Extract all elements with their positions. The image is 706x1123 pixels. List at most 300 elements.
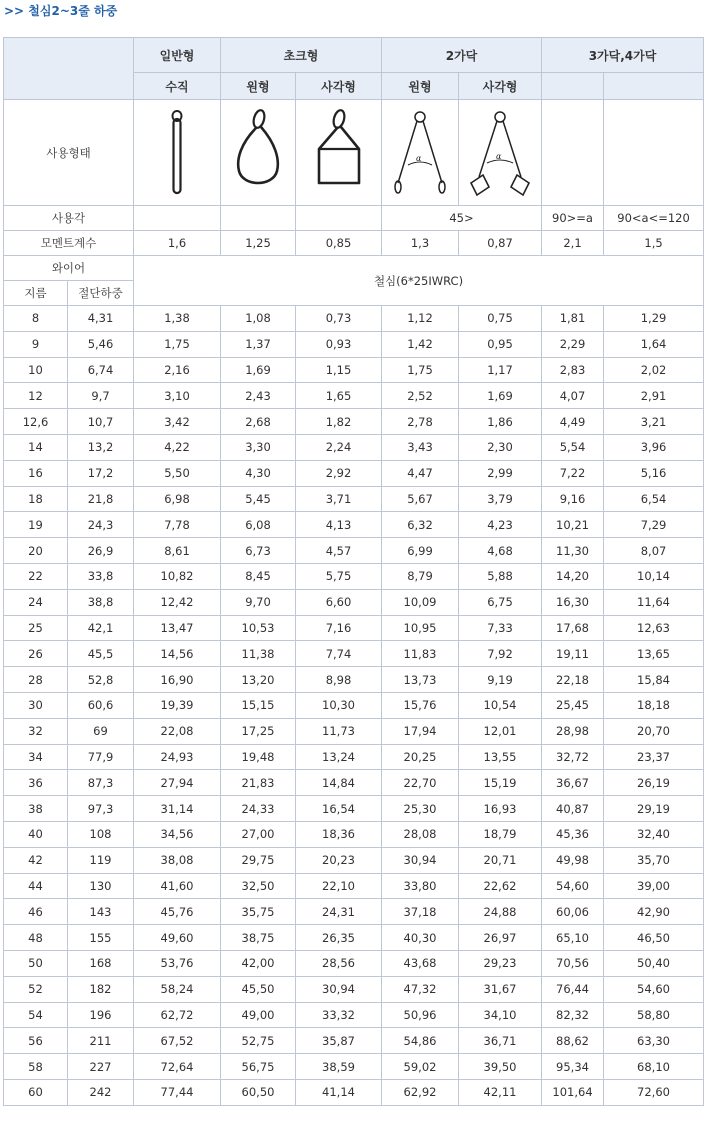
usage-form-label: 사용형태	[4, 100, 134, 206]
table-row	[4, 589, 704, 615]
table-row	[4, 1054, 704, 1080]
diameter-label: 지름	[4, 281, 68, 306]
three-leg-load-cell: 22,18	[542, 667, 604, 693]
four-leg-load-cell: 23,37	[604, 744, 704, 770]
choke-round-load-cell: 4,30	[221, 460, 296, 486]
choke-round-load-cell: 17,25	[221, 718, 296, 744]
table-row	[4, 434, 704, 460]
diameter-cell: 42	[4, 847, 68, 873]
four-leg-load-cell: 68,10	[604, 1054, 704, 1080]
two-leg-square-load-cell: 7,92	[459, 641, 542, 667]
breaking-load-cell: 21,8	[68, 486, 134, 512]
table-row	[4, 331, 704, 357]
table-row	[4, 486, 704, 512]
vertical-load-cell: 5,50	[134, 460, 221, 486]
diameter-cell: 16	[4, 460, 68, 486]
choke-square-load-cell: 4,13	[296, 512, 382, 538]
choke-round-load-cell: 24,33	[221, 796, 296, 822]
two-leg-square-load-cell: 9,19	[459, 667, 542, 693]
breaking-load-cell: 242	[68, 1079, 134, 1105]
four-leg-load-cell: 54,60	[604, 976, 704, 1002]
moment-coefficient-value: 1,5	[604, 231, 704, 256]
square-choke-sling-cell	[296, 100, 382, 206]
diameter-cell: 60	[4, 1079, 68, 1105]
table-row	[4, 744, 704, 770]
two-leg-round-load-cell: 5,67	[382, 486, 459, 512]
choke-square-load-cell: 6,60	[296, 589, 382, 615]
breaking-load-cell: 9,7	[68, 383, 134, 409]
breaking-load-cell: 4,31	[68, 306, 134, 332]
breaking-load-cell: 69	[68, 718, 134, 744]
moment-coefficient-value: 0,85	[296, 231, 382, 256]
breaking-load-cell: 196	[68, 1002, 134, 1028]
vertical-load-cell: 49,60	[134, 925, 221, 951]
choke-round-load-cell: 35,75	[221, 899, 296, 925]
choke-square-load-cell: 20,23	[296, 847, 382, 873]
vertical-load-cell: 62,72	[134, 1002, 221, 1028]
group-header-general: 일반형	[134, 38, 221, 73]
moment-coefficient-label: 모멘트계수	[4, 231, 134, 256]
three-leg-load-cell: 17,68	[542, 615, 604, 641]
breaking-load-cell: 60,6	[68, 692, 134, 718]
two-leg-square-load-cell: 26,97	[459, 925, 542, 951]
three-leg-load-cell: 95,34	[542, 1054, 604, 1080]
moment-coefficient-value: 1,25	[221, 231, 296, 256]
three-leg-load-cell: 16,30	[542, 589, 604, 615]
table-row	[4, 821, 704, 847]
table-row	[4, 873, 704, 899]
choke-square-load-cell: 1,15	[296, 357, 382, 383]
table-row	[4, 1079, 704, 1105]
vertical-load-cell: 7,78	[134, 512, 221, 538]
page-title: >> 철심2~3줄 하중	[4, 4, 118, 18]
two-leg-square-load-cell: 0,75	[459, 306, 542, 332]
diameter-cell: 12,6	[4, 409, 68, 435]
two-leg-round-load-cell: 1,42	[382, 331, 459, 357]
two-leg-round-sling-cell	[382, 100, 459, 206]
four-leg-load-cell: 42,90	[604, 899, 704, 925]
three-leg-load-cell: 7,22	[542, 460, 604, 486]
table-row	[4, 383, 704, 409]
vertical-load-cell: 72,64	[134, 1054, 221, 1080]
diameter-cell: 34	[4, 744, 68, 770]
two-leg-round-load-cell: 47,32	[382, 976, 459, 1002]
two-leg-round-load-cell: 22,70	[382, 770, 459, 796]
two-leg-square-load-cell: 24,88	[459, 899, 542, 925]
choke-round-load-cell: 45,50	[221, 976, 296, 1002]
choke-round-load-cell: 49,00	[221, 1002, 296, 1028]
three-leg-load-cell: 2,83	[542, 357, 604, 383]
three-leg-load-cell: 76,44	[542, 976, 604, 1002]
choke-square-load-cell: 2,24	[296, 434, 382, 460]
vertical-load-cell: 53,76	[134, 950, 221, 976]
choke-square-load-cell: 4,57	[296, 538, 382, 564]
choke-square-load-cell: 16,54	[296, 796, 382, 822]
table-row	[4, 899, 704, 925]
diameter-cell: 46	[4, 899, 68, 925]
moment-coefficient-value: 2,1	[542, 231, 604, 256]
four-leg-load-cell: 72,60	[604, 1079, 704, 1105]
breaking-load-cell: 182	[68, 976, 134, 1002]
table-row	[4, 563, 704, 589]
table-row	[4, 1028, 704, 1054]
vertical-load-cell: 67,52	[134, 1028, 221, 1054]
four-leg-load-cell: 12,63	[604, 615, 704, 641]
vertical-load-cell: 3,42	[134, 409, 221, 435]
three-leg-load-cell: 60,06	[542, 899, 604, 925]
breaking-load-cell: 211	[68, 1028, 134, 1054]
choke-round-load-cell: 9,70	[221, 589, 296, 615]
choke-square-load-cell: 3,71	[296, 486, 382, 512]
moment-coefficient-value: 0,87	[459, 231, 542, 256]
corner-header-cell	[4, 38, 134, 100]
choke-round-load-cell: 42,00	[221, 950, 296, 976]
choke-round-load-cell: 38,75	[221, 925, 296, 951]
vertical-load-cell: 22,08	[134, 718, 221, 744]
choke-round-load-cell: 5,45	[221, 486, 296, 512]
two-leg-round-load-cell: 37,18	[382, 899, 459, 925]
breaking-load-cell: 10,7	[68, 409, 134, 435]
two-leg-round-load-cell: 10,95	[382, 615, 459, 641]
two-leg-round-load-cell: 25,30	[382, 796, 459, 822]
choke-square-load-cell: 13,24	[296, 744, 382, 770]
vertical-load-cell: 16,90	[134, 667, 221, 693]
choke-round-load-cell: 15,15	[221, 692, 296, 718]
table-row	[4, 976, 704, 1002]
two-leg-round-load-cell: 10,09	[382, 589, 459, 615]
two-leg-round-load-cell: 50,96	[382, 1002, 459, 1028]
two-leg-square-load-cell: 5,88	[459, 563, 542, 589]
breaking-load-cell: 52,8	[68, 667, 134, 693]
four-leg-load-cell: 10,14	[604, 563, 704, 589]
two-leg-round-load-cell: 28,08	[382, 821, 459, 847]
choke-round-load-cell: 1,37	[221, 331, 296, 357]
two-leg-round-load-cell: 43,68	[382, 950, 459, 976]
two-leg-square-load-cell: 1,17	[459, 357, 542, 383]
vertical-load-cell: 41,60	[134, 873, 221, 899]
diameter-cell: 25	[4, 615, 68, 641]
two-leg-round-load-cell: 1,75	[382, 357, 459, 383]
two-leg-square-load-cell: 15,19	[459, 770, 542, 796]
choke-square-load-cell: 24,31	[296, 899, 382, 925]
vertical-load-cell: 45,76	[134, 899, 221, 925]
three-leg-load-cell: 32,72	[542, 744, 604, 770]
diameter-cell: 28	[4, 667, 68, 693]
four-leg-load-cell: 7,29	[604, 512, 704, 538]
three-leg-load-cell: 49,98	[542, 847, 604, 873]
two-leg-round-load-cell: 13,73	[382, 667, 459, 693]
table-row	[4, 306, 704, 332]
round-choke-sling-icon	[233, 107, 283, 199]
four-leg-load-cell: 58,80	[604, 1002, 704, 1028]
vertical-load-cell: 34,56	[134, 821, 221, 847]
four-leg-load-cell: 46,50	[604, 925, 704, 951]
four-leg-load-cell: 39,00	[604, 873, 704, 899]
four-leg-load-cell: 26,19	[604, 770, 704, 796]
choke-square-load-cell: 14,84	[296, 770, 382, 796]
four-leg-load-cell: 6,54	[604, 486, 704, 512]
choke-round-load-cell: 10,53	[221, 615, 296, 641]
choke-round-load-cell: 56,75	[221, 1054, 296, 1080]
choke-round-load-cell: 1,69	[221, 357, 296, 383]
four-leg-load-cell: 1,29	[604, 306, 704, 332]
breaking-load-cell: 130	[68, 873, 134, 899]
choke-square-load-cell: 8,98	[296, 667, 382, 693]
choke-square-load-cell: 7,74	[296, 641, 382, 667]
breaking-load-cell: 33,8	[68, 563, 134, 589]
two-leg-round-load-cell: 11,83	[382, 641, 459, 667]
vertical-load-cell: 8,61	[134, 538, 221, 564]
usage-angle-label: 사용각	[4, 206, 134, 231]
sub-header-empty	[542, 73, 604, 100]
table-row	[4, 357, 704, 383]
usage-angle-cell	[296, 206, 382, 231]
table-row	[4, 538, 704, 564]
breaking-load-cell: 6,74	[68, 357, 134, 383]
vertical-load-cell: 14,56	[134, 641, 221, 667]
vertical-load-cell: 24,93	[134, 744, 221, 770]
svg-text:α: α	[416, 153, 422, 163]
table-row	[4, 460, 704, 486]
three-leg-load-cell: 88,62	[542, 1028, 604, 1054]
sub-header-round: 원형	[221, 73, 296, 100]
four-leg-load-cell: 3,21	[604, 409, 704, 435]
choke-round-load-cell: 6,08	[221, 512, 296, 538]
two-leg-square-load-cell: 18,79	[459, 821, 542, 847]
three-leg-load-cell: 82,32	[542, 1002, 604, 1028]
two-leg-round-load-cell: 1,12	[382, 306, 459, 332]
empty-figure-cell	[604, 100, 704, 206]
two-leg-square-load-cell: 34,10	[459, 1002, 542, 1028]
diameter-cell: 20	[4, 538, 68, 564]
choke-round-load-cell: 6,73	[221, 538, 296, 564]
four-leg-load-cell: 2,02	[604, 357, 704, 383]
two-leg-square-load-cell: 12,01	[459, 718, 542, 744]
choke-square-load-cell: 26,35	[296, 925, 382, 951]
vertical-load-cell: 31,14	[134, 796, 221, 822]
diameter-cell: 18	[4, 486, 68, 512]
svg-text:α: α	[496, 151, 502, 161]
breaking-load-cell: 13,2	[68, 434, 134, 460]
table-row	[4, 615, 704, 641]
four-leg-load-cell: 3,96	[604, 434, 704, 460]
choke-square-load-cell: 0,73	[296, 306, 382, 332]
moment-coefficient-value: 1,6	[134, 231, 221, 256]
table-row	[4, 925, 704, 951]
diameter-cell: 58	[4, 1054, 68, 1080]
sub-header-empty	[604, 73, 704, 100]
choke-square-load-cell: 22,10	[296, 873, 382, 899]
three-leg-load-cell: 5,54	[542, 434, 604, 460]
vertical-sling-cell	[134, 100, 221, 206]
three-leg-load-cell: 14,20	[542, 563, 604, 589]
two-leg-round-load-cell: 62,92	[382, 1079, 459, 1105]
usage-angle-cell	[134, 206, 221, 231]
diameter-cell: 32	[4, 718, 68, 744]
choke-round-load-cell: 19,48	[221, 744, 296, 770]
vertical-load-cell: 19,39	[134, 692, 221, 718]
vertical-load-cell: 38,08	[134, 847, 221, 873]
square-choke-sling-icon	[313, 107, 365, 199]
three-leg-load-cell: 10,21	[542, 512, 604, 538]
diameter-cell: 9	[4, 331, 68, 357]
breaking-load-cell: 97,3	[68, 796, 134, 822]
vertical-load-cell: 1,38	[134, 306, 221, 332]
load-table	[3, 37, 704, 1106]
two-leg-square-load-cell: 7,33	[459, 615, 542, 641]
choke-round-load-cell: 29,75	[221, 847, 296, 873]
two-leg-round-load-cell: 54,86	[382, 1028, 459, 1054]
two-leg-square-load-cell: 4,23	[459, 512, 542, 538]
table-row	[4, 512, 704, 538]
two-leg-square-load-cell: 3,79	[459, 486, 542, 512]
choke-round-load-cell: 3,30	[221, 434, 296, 460]
four-leg-load-cell: 63,30	[604, 1028, 704, 1054]
two-leg-square-load-cell: 20,71	[459, 847, 542, 873]
vertical-load-cell: 4,22	[134, 434, 221, 460]
diameter-cell: 54	[4, 1002, 68, 1028]
choke-square-load-cell: 2,92	[296, 460, 382, 486]
breaking-load-cell: 155	[68, 925, 134, 951]
diameter-cell: 30	[4, 692, 68, 718]
four-leg-load-cell: 13,65	[604, 641, 704, 667]
diameter-cell: 22	[4, 563, 68, 589]
two-leg-round-load-cell: 15,76	[382, 692, 459, 718]
vertical-load-cell: 6,98	[134, 486, 221, 512]
sub-header-square: 사각형	[459, 73, 542, 100]
table-row	[4, 667, 704, 693]
three-leg-load-cell: 36,67	[542, 770, 604, 796]
breaking-load-cell: 45,5	[68, 641, 134, 667]
two-leg-square-load-cell: 2,30	[459, 434, 542, 460]
breaking-load-cell: 87,3	[68, 770, 134, 796]
breaking-load-cell: 108	[68, 821, 134, 847]
table-row	[4, 796, 704, 822]
diameter-cell: 19	[4, 512, 68, 538]
diameter-cell: 40	[4, 821, 68, 847]
round-choke-sling-cell	[221, 100, 296, 206]
breaking-load-cell: 77,9	[68, 744, 134, 770]
diameter-cell: 50	[4, 950, 68, 976]
choke-round-load-cell: 13,20	[221, 667, 296, 693]
diameter-cell: 26	[4, 641, 68, 667]
two-leg-square-load-cell: 22,62	[459, 873, 542, 899]
choke-square-load-cell: 28,56	[296, 950, 382, 976]
four-leg-load-cell: 18,18	[604, 692, 704, 718]
two-leg-square-sling-cell	[459, 100, 542, 206]
choke-square-load-cell: 1,82	[296, 409, 382, 435]
table-row	[4, 1002, 704, 1028]
vertical-load-cell: 10,82	[134, 563, 221, 589]
diameter-cell: 38	[4, 796, 68, 822]
vertical-load-cell: 58,24	[134, 976, 221, 1002]
three-leg-load-cell: 2,29	[542, 331, 604, 357]
two-leg-square-load-cell: 10,54	[459, 692, 542, 718]
breaking-load-cell: 5,46	[68, 331, 134, 357]
choke-square-load-cell: 30,94	[296, 976, 382, 1002]
choke-round-load-cell: 11,38	[221, 641, 296, 667]
diameter-cell: 36	[4, 770, 68, 796]
two-leg-square-load-cell: 0,95	[459, 331, 542, 357]
breaking-load-cell: 143	[68, 899, 134, 925]
three-leg-load-cell: 101,64	[542, 1079, 604, 1105]
two-leg-square-load-cell: 39,50	[459, 1054, 542, 1080]
two-leg-round-load-cell: 4,47	[382, 460, 459, 486]
four-leg-load-cell: 5,16	[604, 460, 704, 486]
two-leg-round-load-cell: 20,25	[382, 744, 459, 770]
sub-header-round: 원형	[382, 73, 459, 100]
choke-square-load-cell: 41,14	[296, 1079, 382, 1105]
table-row	[4, 718, 704, 744]
two-leg-round-sling-icon	[390, 107, 450, 199]
table-row	[4, 847, 704, 873]
breaking-load-cell: 119	[68, 847, 134, 873]
three-leg-load-cell: 4,07	[542, 383, 604, 409]
usage-angle-four-leg: 90<a<=120	[604, 206, 704, 231]
two-leg-round-load-cell: 40,30	[382, 925, 459, 951]
group-header-choke: 초크형	[221, 38, 382, 73]
two-leg-square-load-cell: 4,68	[459, 538, 542, 564]
choke-square-load-cell: 18,36	[296, 821, 382, 847]
breaking-load-label: 절단하중	[68, 281, 134, 306]
vertical-load-cell: 12,42	[134, 589, 221, 615]
two-leg-square-load-cell: 16,93	[459, 796, 542, 822]
vertical-load-cell: 77,44	[134, 1079, 221, 1105]
breaking-load-cell: 17,2	[68, 460, 134, 486]
choke-square-load-cell: 7,16	[296, 615, 382, 641]
three-leg-load-cell: 65,10	[542, 925, 604, 951]
two-leg-round-load-cell: 3,43	[382, 434, 459, 460]
usage-angle-three-leg: 90>=a	[542, 206, 604, 231]
breaking-load-cell: 227	[68, 1054, 134, 1080]
two-leg-round-load-cell: 6,99	[382, 538, 459, 564]
vertical-load-cell: 2,16	[134, 357, 221, 383]
three-leg-load-cell: 1,81	[542, 306, 604, 332]
choke-round-load-cell: 2,43	[221, 383, 296, 409]
choke-round-load-cell: 2,68	[221, 409, 296, 435]
four-leg-load-cell: 1,64	[604, 331, 704, 357]
group-header-three-four-leg: 3가닥,4가닥	[542, 38, 704, 73]
diameter-cell: 48	[4, 925, 68, 951]
four-leg-load-cell: 11,64	[604, 589, 704, 615]
choke-square-load-cell: 35,87	[296, 1028, 382, 1054]
usage-angle-cell	[221, 206, 296, 231]
diameter-cell: 12	[4, 383, 68, 409]
choke-round-load-cell: 52,75	[221, 1028, 296, 1054]
two-leg-square-sling-icon	[465, 107, 535, 199]
vertical-load-cell: 27,94	[134, 770, 221, 796]
choke-square-load-cell: 11,73	[296, 718, 382, 744]
two-leg-square-load-cell: 42,11	[459, 1079, 542, 1105]
breaking-load-cell: 24,3	[68, 512, 134, 538]
two-leg-round-load-cell: 8,79	[382, 563, 459, 589]
four-leg-load-cell: 15,84	[604, 667, 704, 693]
group-header-two-leg: 2가닥	[382, 38, 542, 73]
four-leg-load-cell: 29,19	[604, 796, 704, 822]
two-leg-square-load-cell: 36,71	[459, 1028, 542, 1054]
vertical-load-cell: 3,10	[134, 383, 221, 409]
two-leg-round-load-cell: 30,94	[382, 847, 459, 873]
four-leg-load-cell: 2,91	[604, 383, 704, 409]
two-leg-square-load-cell: 13,55	[459, 744, 542, 770]
three-leg-load-cell: 70,56	[542, 950, 604, 976]
two-leg-round-load-cell: 33,80	[382, 873, 459, 899]
core-type-label: 철심(6*25IWRC)	[134, 256, 704, 306]
four-leg-load-cell: 8,07	[604, 538, 704, 564]
two-leg-square-load-cell: 2,99	[459, 460, 542, 486]
two-leg-round-load-cell: 6,32	[382, 512, 459, 538]
breaking-load-cell: 42,1	[68, 615, 134, 641]
